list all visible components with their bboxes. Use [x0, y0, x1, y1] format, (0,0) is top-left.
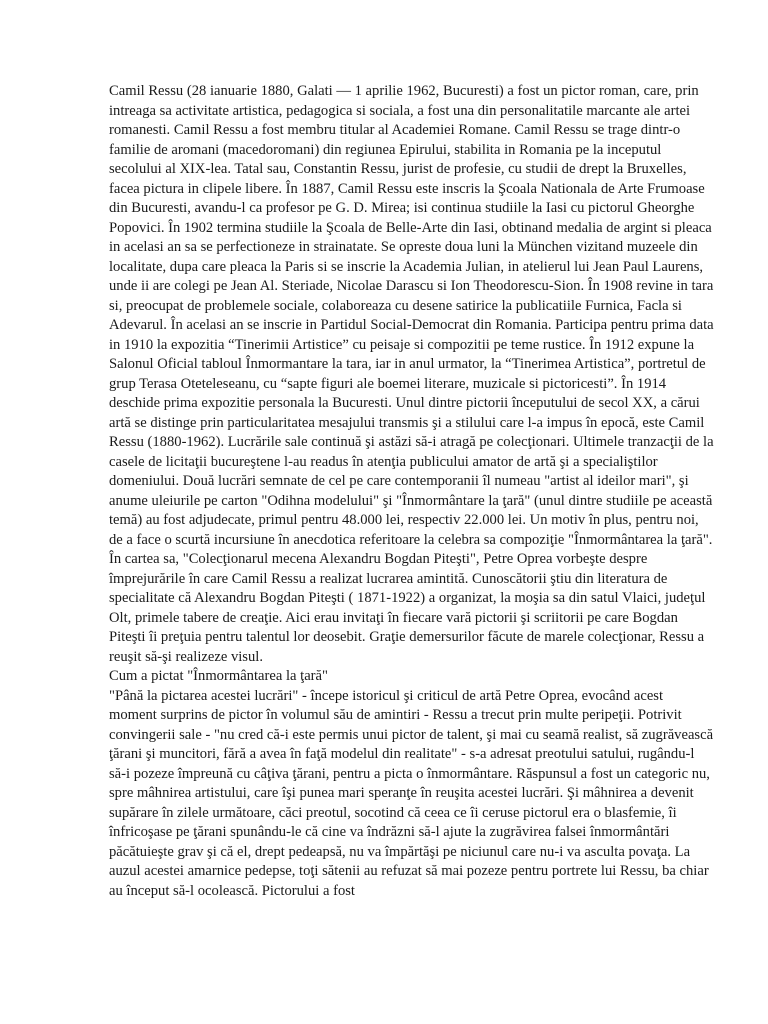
section-heading: Cum a pictat "Înmormântarea la ţară" — [109, 668, 328, 684]
document-body — [109, 82, 714, 901]
paragraph-painting-story: "Până la pictarea acestei lucrări" - începe istoricul şi criticul de artă Petre Oprea, evocând acest moment surprins de pictor în volumul său de amintiri - Ressu a trecut prin multe peripeţii. Potrivit convingerii sale - "nu cred că-i este permis unui pictor de talent, şi mai cu seamă realist, să zugrăvească ţărani şi muncitori, fără a avea în faţă modelul din realitate" - s-a adresat preotului satului, rugându-l să-i pozeze împreună cu câţiva ţărani, pentru a picta o înmormântare. Răspunsul a fost un categoric nu, spre mâhnirea artistului, care îşi punea mari speranţe în reuşita acestei lucrări. Şi mâhnirea a devenit supărare în zilele următoare, căci preotul, socotind că ceea ce îi ceruse pictorul era o blasfemie, îi înfricoşase pe ţărani spunându-le că cine va îndrăzni să-l ajute la zugrăvirea falsei înmormântări păcătuieşte grav şi că el, drept pedeapsă, nu va împărtăşi pe niciunul care nu-i va asculta povaţa. La auzul acestei amarnice pedepse, toţi sătenii au refuzat să mai pozeze pentru portrete lui Ressu, ba chiar au început să-l ocolească. Pictorului a fost — [109, 687, 714, 899]
paragraph-biography: Camil Ressu (28 ianuarie 1880, Galati — 1 aprilie 1962, Bucuresti) a fost un pictor roman, care, prin intreaga sa activitate artistica, pedagogica si sociala, a fost una din personalitatile marcante ale artei romanesti. Camil Ressu a fost membru titular al Academiei Romane. Camil Ressu se trage dintr-o familie de aromani (macedoromani) din regiunea Epirului, stabilita in Romania pe la inceputul secolului al XIX-lea. Tatal sau, Constantin Ressu, jurist de profesie, cu studii de drept la Bruxelles, facea pictura in clipele libere. În 1887, Camil Ressu este inscris la Şcoala Nationala de Arte Frumoase din Bucuresti, avandu-l ca profesor pe G. D. Mirea; isi continua studiile la Iasi cu pictorul Gheorghe Popovici. În 1902 termina studiile la Şcoala de Belle-Arte din Iasi, obtinand medalia de argint si pleaca in acelasi an sa se perfectioneze in strainatate. Se opreste doua luni la München vizitand muzeele din localitate, dupa care pleaca la Paris si se inscrie la Academia Julian, in atelierul lui Jean Paul Laurens, unde ii are colegi pe Jean Al. Steriade, Nicolae Darascu si Ion Theodorescu-Sion. În 1908 revine in tara si, preocupat de problemele sociale, colaboreaza cu desene satirice la publicatiile Furnica, Facla si Adevarul. În acelasi an se inscrie in Partidul Social-Democrat din Romania. Participa pentru prima data in 1910 la expozitia “Tinerimii Artistice” cu peisaje si compozitii pe teme rustice. În 1912 expune la Salonul Oficial tabloul Înmormantare la tara, iar in anul urmator, la “Tinerimea Artistica”, portretul de grup Terasa Oteteleseanu, cu “sapte figuri ale boemei literare, muzicale si pictoricesti”. În 1914 deschide prima expozitie personala la Bucuresti. Unul dintre pictorii începutului de secol XX, a cărui artă se distinge prin particularitatea mesajului transmis şi a stilului care l-a impus în epocă, este Camil Ressu (1880-1962). Lucrările sale continuă şi astăzi să-i atragă pe colecţionari. Ultimele tranzacţii de la casele de licitaţii bucureştene l-au readus în atenţia publicului amator de artă şi a specialiştilor domeniului. Două lucrări semnate de cel pe care contemporanii îl numeau "artist al ideilor mari", şi anume uleiurile pe carton "Odihna modelului" şi "Înmormântare la ţară" (unul dintre studiile pe această temă) au fost adjudecate, primul pentru 48.000 lei, respectiv 22.000 lei. Un motiv în plus, pentru noi, de a face o scurtă incursiune în anecdotica referitoare la celebra sa compoziţie "Înmormântarea la ţară". În cartea sa, "Colecţionarul mecena Alexandru Bogdan Piteşti", Petre Oprea vorbeşte despre împrejurările în care Camil Ressu a realizat lucrarea amintită. Cunoscătorii ştiu din literatura de specialitate că Alexandru Bogdan Piteşti ( 1871-1922) a organizat, la moşia sa din satul Vlaici, judeţul Olt, primele tabere de creaţie. Aici erau invitaţi în fiecare vară pictorii şi scriitorii pe care Bogdan Piteşti îi preţuia pentru talentul lor deosebit. Graţie demersurilor făcute de marele colecţionar, Ressu a reuşit să-şi realizeze visul. — [109, 83, 714, 665]
